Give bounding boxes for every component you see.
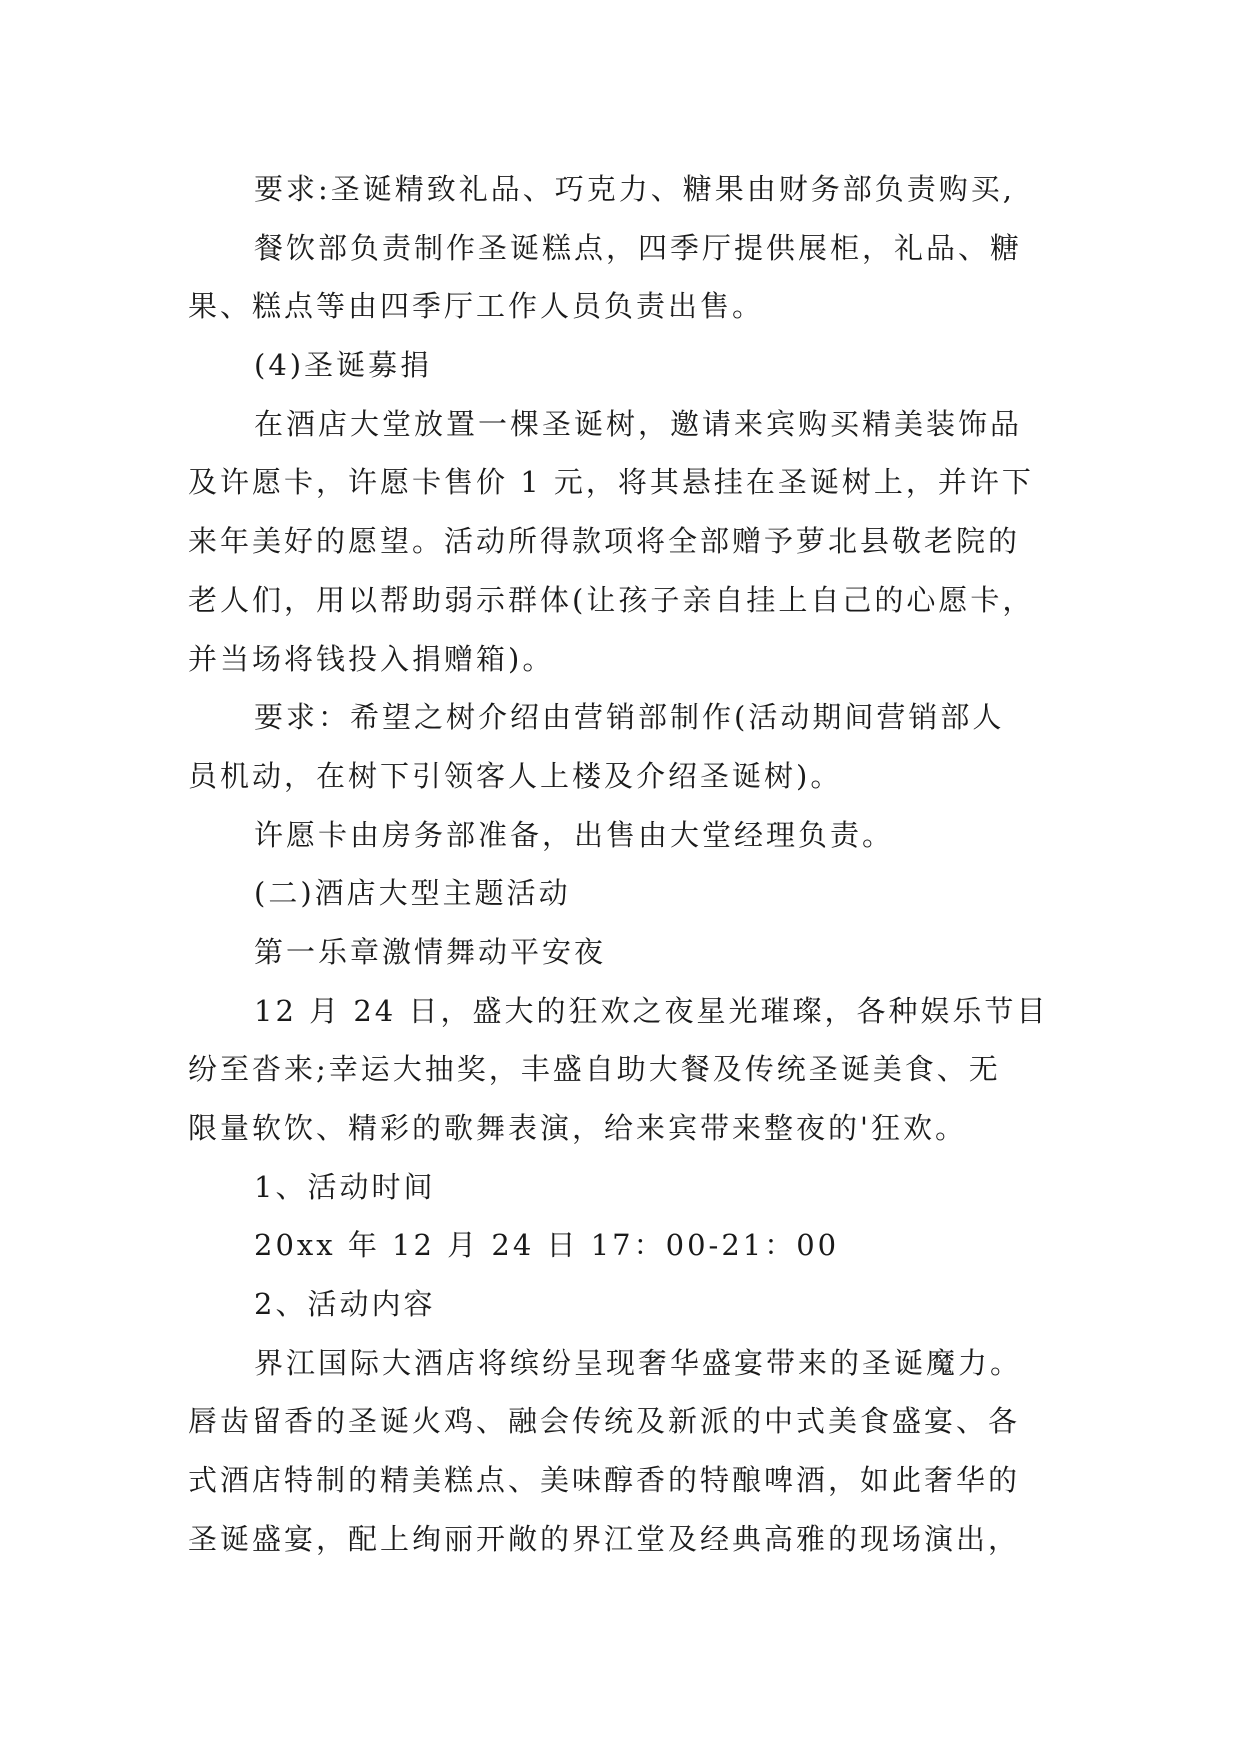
text-line: 果、糕点等由四季厅工作人员负责出售。 — [188, 289, 765, 324]
text-line: 12 月 24 日，盛大的狂欢之夜星光璀璨，各种娱乐节目 — [254, 993, 1049, 1028]
text-line: 并当场将钱投入捐赠箱)。 — [188, 641, 555, 676]
text-line: 老人们，用以帮助弱示群体(让孩子亲自挂上自己的心愿卡， — [188, 582, 1035, 617]
text-line: 唇齿留香的圣诞火鸡、融会传统及新派的中式美食盛宴、各 — [188, 1404, 1021, 1439]
text-line: 员机动，在树下引领客人上楼及介绍圣诞树)。 — [188, 758, 843, 793]
section-heading: (4)圣诞募捐 — [254, 348, 433, 383]
text-line: 圣诞盛宴，配上绚丽开敞的界江堂及经典高雅的现场演出， — [188, 1521, 1021, 1556]
section-heading: 第一乐章激情舞动平安夜 — [254, 934, 607, 969]
text-line: 来年美好的愿望。活动所得款项将全部赠予萝北县敬老院的 — [188, 524, 1021, 559]
text-line: 纷至沓来;幸运大抽奖，丰盛自助大餐及传统圣诞美食、无 — [188, 1052, 1001, 1087]
text-line: 许愿卡由房务部准备，出售由大堂经理负责。 — [254, 817, 895, 852]
text-line: 式酒店特制的精美糕点、美味醇香的特酿啤酒，如此奢华的 — [188, 1463, 1021, 1498]
text-line: 餐饮部负责制作圣诞糕点，四季厅提供展柜，礼品、糖 — [254, 230, 1023, 265]
text-line: 界江国际大酒店将缤纷呈现奢华盛宴带来的圣诞魔力。 — [254, 1345, 1023, 1380]
section-heading: 1、活动时间 — [254, 1169, 436, 1204]
text-line: 20xx 年 12 月 24 日 17：00-21：00 — [254, 1228, 840, 1263]
section-heading: (二)酒店大型主题活动 — [254, 876, 571, 911]
text-line: 在酒店大堂放置一棵圣诞树，邀请来宾购买精美装饰品 — [254, 406, 1023, 441]
text-line: 及许愿卡，许愿卡售价 1 元，将其悬挂在圣诞树上，并许下 — [188, 465, 1034, 500]
text-line: 要求：希望之树介绍由营销部制作(活动期间营销部人 — [254, 700, 1005, 735]
text-line: 限量软饮、精彩的歌舞表演，给来宾带来整夜的'狂欢。 — [188, 1111, 967, 1145]
text-line: 要求:圣诞精致礼品、巧克力、糖果由财务部负责购买, — [254, 172, 1015, 206]
document-body — [188, 160, 1088, 1569]
section-heading: 2、活动内容 — [254, 1287, 436, 1322]
